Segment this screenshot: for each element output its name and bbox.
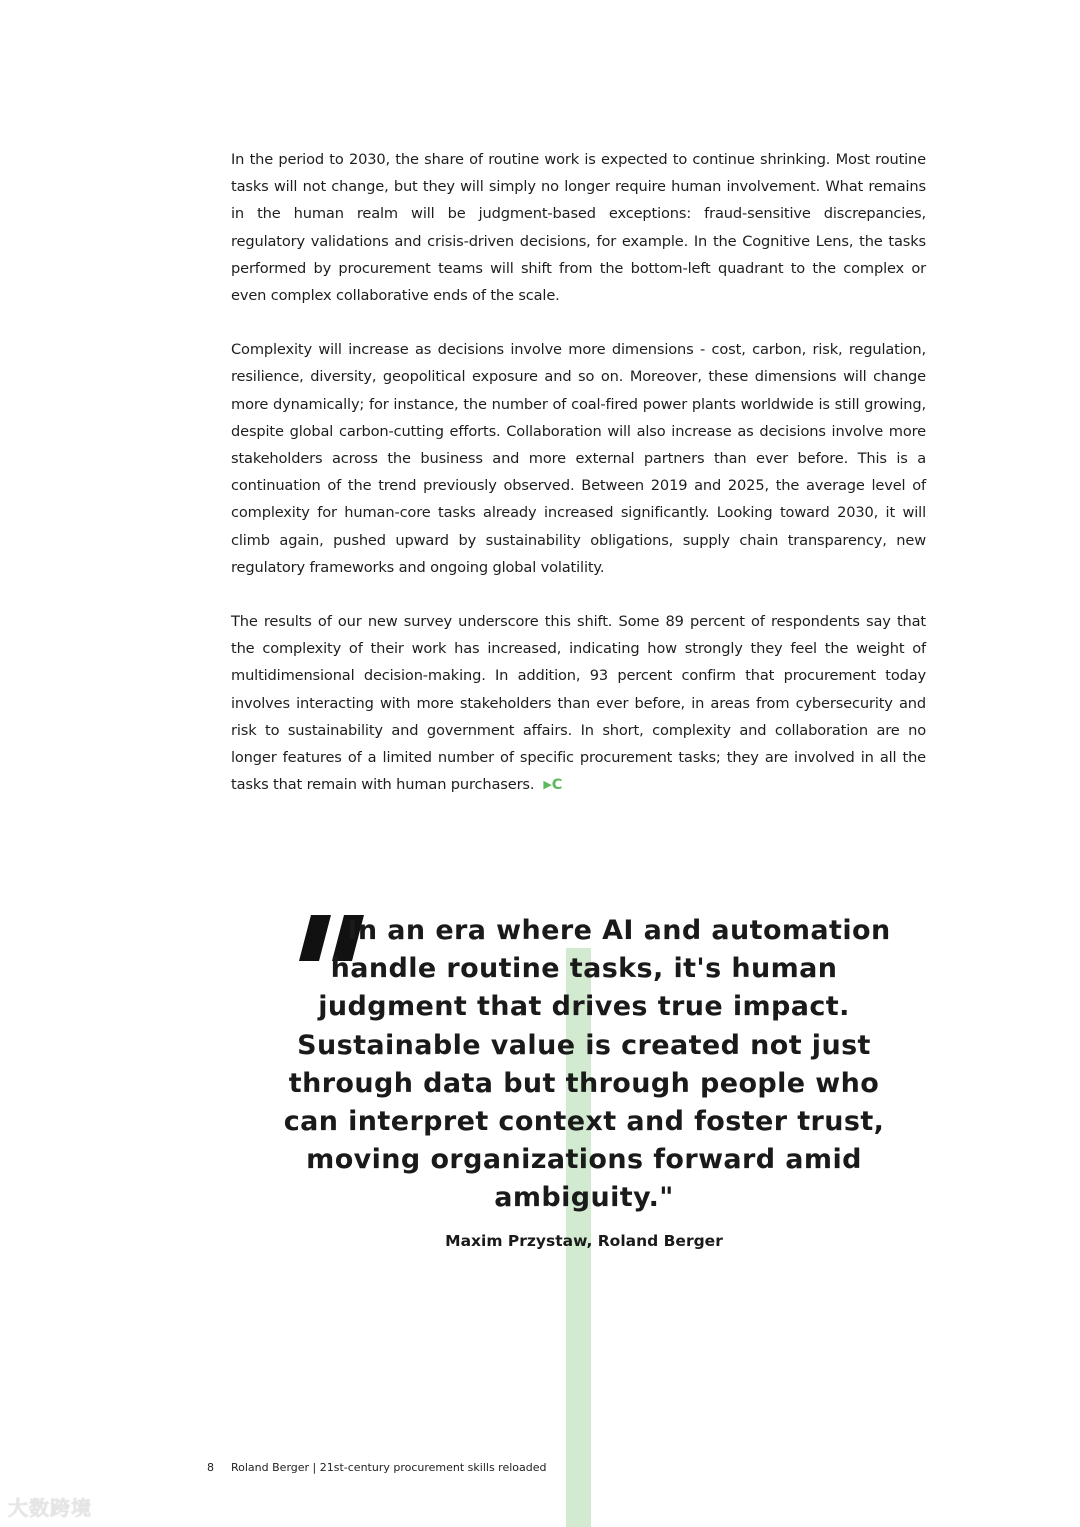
paragraph-3-text: The results of our new survey underscore this shift. Some 89 percent of respondents say that the complexity of their work has increased, indicating how strongly they feel the weight of multidimensional decision-making. In addition, 93 percent confirm that procurement today involves interacting with more stakeholders than ever before, in areas from cybersecurity and risk to sustainability and government affairs. In short, complexity and collaboration are no longer features of a limited number of specific procurement tasks; they are involved in all the tasks that remain with human purchasers.	[231, 613, 926, 794]
watermark: 大数跨境	[8, 1496, 92, 1520]
body-text	[231, 146, 926, 825]
figure-label: C	[551, 776, 563, 794]
paragraph-3	[231, 608, 926, 798]
quote-text: In an era where AI and automation handle routine tasks, it's human judgment that drives true impact. Sustainable value is created not just through data but through people who can interpret context and foster trust, moving organizations forward amid ambiguity."	[283, 915, 891, 1214]
pull-quote	[268, 912, 900, 1250]
quote-author: Maxim Przystaw, Roland Berger	[445, 1231, 723, 1250]
paragraph-2: Complexity will increase as decisions involve more dimensions - cost, carbon, risk, regulation, resilience, diversity, geopolitical exposure and so on. Moreover, these dimensions will change more dynamically; for instance, the number of coal-fired power plants worldwide is still growing, despite global carbon-cutting efforts. Collaboration will also increase as decisions involve more stakeholders across the business and more external partners than ever before. This is a continuation of the trend previously observed. Between 2019 and 2025, the average level of complexity for human-core tasks already increased significantly. Looking toward 2030, it will climb again, pushed upward by sustainability obligations, supply chain transparency, new regulatory frameworks and ongoing global volatility.	[231, 341, 926, 576]
footer-text: Roland Berger | 21st-century procurement skills reloaded	[231, 1461, 547, 1474]
page-number: 8	[207, 1461, 214, 1474]
figure-link[interactable]	[543, 776, 562, 793]
play-arrow-icon: ▶	[543, 778, 552, 792]
page-footer	[207, 1461, 546, 1474]
paragraph-1: In the period to 2030, the share of routine work is expected to continue shrinking. Most routine tasks will not change, but they will simply no longer require human involvement. What remains in the human realm will be judgment-based exceptions: fraud-sensitive discrepancies, regulatory validations and crisis-driven decisions, for example. In the Cognitive Lens, the tasks performed by procurement teams will shift from the bottom-left quadrant to the complex or even complex collaborative ends of the scale.	[231, 151, 926, 305]
